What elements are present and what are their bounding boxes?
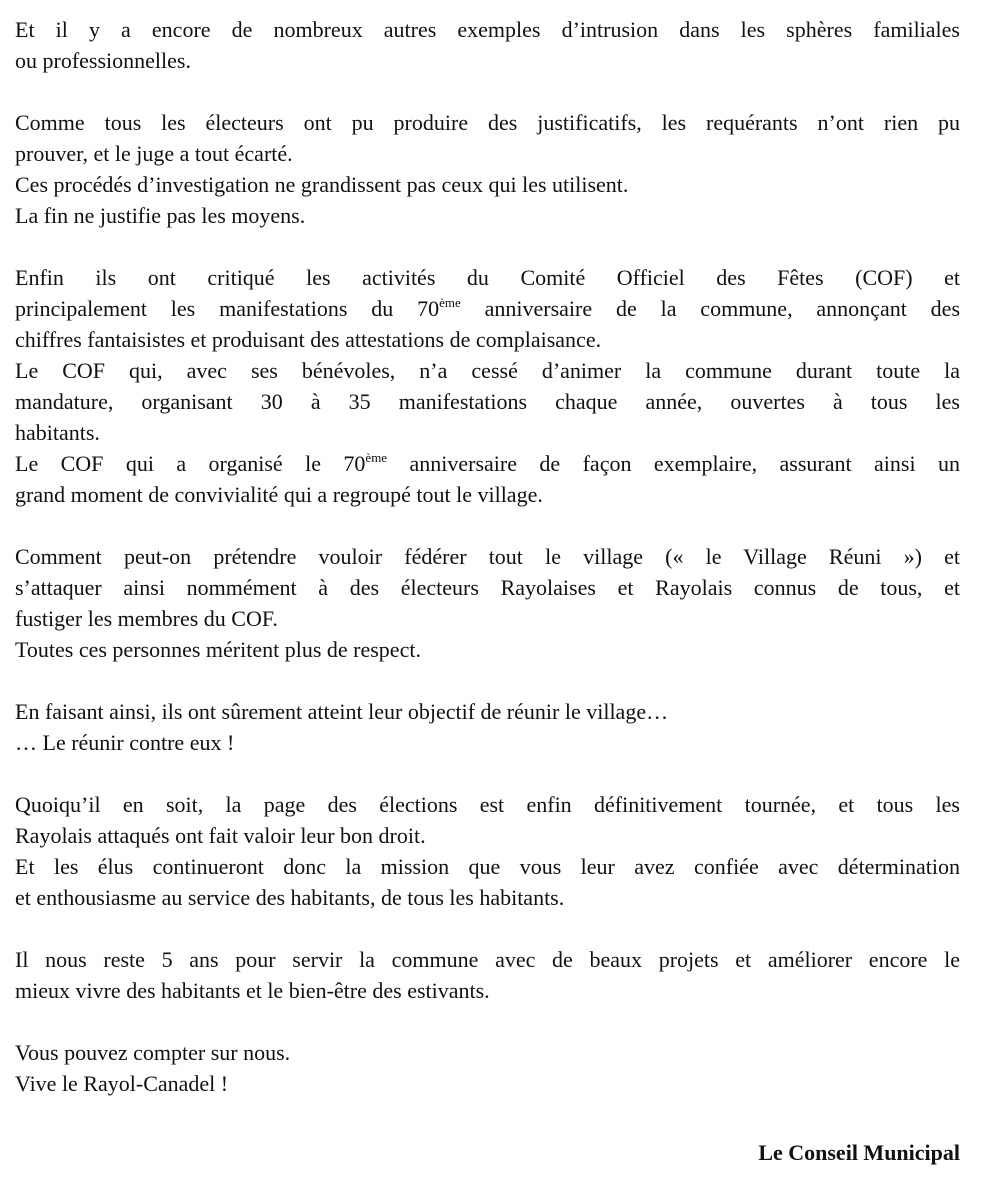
paragraph (15, 541, 960, 665)
text-line: Comment peut-on prétendre vouloir fédérer tout le village (« le Village Réuni ») et (15, 544, 960, 569)
text-line: Toutes ces personnes méritent plus de respect. (15, 637, 421, 662)
paragraph (15, 789, 960, 913)
text-line: Et les élus continueront donc la mission que vous leur avez confiée avec détermination (15, 854, 960, 879)
text-line: habitants. (15, 420, 100, 445)
text-line: chiffres fantaisistes et produisant des attestations de complaisance. (15, 327, 602, 352)
text-fragment: anniversaire de façon exemplaire, assurant ainsi un (387, 451, 961, 476)
paragraph (15, 944, 960, 1006)
text-line: Il nous reste 5 ans pour servir la commune avec de beaux projets et améliorer encore le (15, 947, 960, 972)
text-line: Rayolais attaqués ont fait valoir leur bon droit. (15, 823, 426, 848)
text-fragment: Le COF qui a organisé le 70 (15, 451, 366, 476)
text-line: Vive le Rayol-Canadel ! (15, 1071, 229, 1096)
text-fragment: principalement les manifestations du 70 (15, 296, 440, 321)
signature: Le Conseil Municipal (758, 1140, 960, 1165)
text-line: Quoiqu’il en soit, la page des élections est enfin définitivement tournée, et tous les (15, 792, 960, 817)
letter-body (15, 14, 960, 1099)
ordinal-superscript: ème (439, 294, 461, 310)
ordinal-superscript: ème (365, 449, 388, 465)
paragraph (15, 14, 960, 76)
text-line (15, 293, 960, 324)
text-line: Et il y a encore de nombreux autres exemples d’intrusion dans les sphères familiales (15, 17, 960, 42)
text-line (15, 448, 960, 479)
text-line: En faisant ainsi, ils ont sûrement atteint leur objectif de réunir le village… (15, 699, 669, 724)
text-line: s’attaquer ainsi nommément à des électeurs Rayolaises et Rayolais connus de tous, et (15, 575, 960, 600)
text-line: fustiger les membres du COF. (15, 606, 278, 631)
text-line: grand moment de convivialité qui a regroupé tout le village. (15, 482, 543, 507)
paragraph (15, 107, 960, 231)
text-line: mandature, organisant 30 à 35 manifestations chaque année, ouvertes à tous les (15, 389, 960, 414)
text-line: Ces procédés d’investigation ne grandissent pas ceux qui les utilisent. (15, 172, 629, 197)
text-line: et enthousiasme au service des habitants, de tous les habitants. (15, 885, 565, 910)
text-line: La fin ne justifie pas les moyens. (15, 203, 306, 228)
text-line: ou professionnelles. (15, 48, 191, 73)
text-line: Enfin ils ont critiqué les activités du Comité Officiel des Fêtes (COF) et (15, 265, 960, 290)
paragraph (15, 1037, 960, 1099)
paragraph (15, 696, 960, 758)
text-line: Le COF qui, avec ses bénévoles, n’a cessé d’animer la commune durant toute la (15, 358, 960, 383)
text-fragment: anniversaire de la commune, annonçant des (460, 296, 960, 321)
text-line: prouver, et le juge a tout écarté. (15, 141, 293, 166)
text-line: … Le réunir contre eux ! (15, 730, 235, 755)
paragraph (15, 262, 960, 510)
text-line: Comme tous les électeurs ont pu produire des justificatifs, les requérants n’ont rien pu (15, 110, 960, 135)
text-line: mieux vivre des habitants et le bien-être des estivants. (15, 978, 490, 1003)
text-line: Vous pouvez compter sur nous. (15, 1040, 291, 1065)
